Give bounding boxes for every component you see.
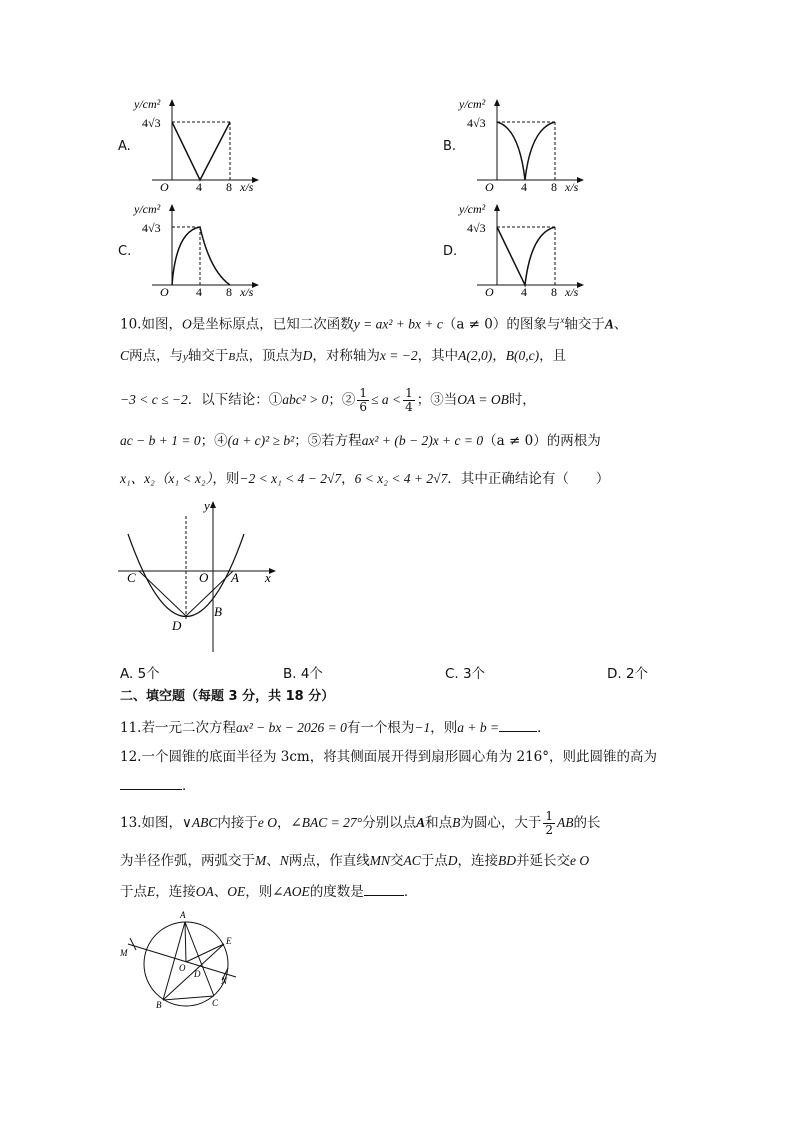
q12-text-line-2: ． — [120, 777, 196, 795]
x-axis-label: x/s — [240, 180, 254, 194]
x-axis-label: x/s — [240, 285, 254, 299]
q10-line-2: C两点，与y轴交于B点，顶点为D，对称轴为x = −2，其中A(2,0)，B(0,c)，且 — [120, 348, 567, 364]
y-axis-label: y — [204, 498, 210, 513]
point-c-label: C — [127, 570, 136, 585]
q12-answer-blank[interactable] — [120, 789, 182, 790]
q10-line-3: −3 < c ≤ −2．以下结论：①abc² > 0；② $\frac{1}{6}$ ≤ a < $\frac{1}{4}$ ；③当OA = OB时， — [120, 386, 536, 414]
q10-choice-d[interactable]: D. 2个 — [607, 666, 649, 682]
x-tick-4: 4 — [521, 180, 527, 194]
y-axis-label: y/cm² — [459, 97, 486, 111]
section-fill-in-heading: 二、填空题（每题 3 分，共 18 分） — [120, 689, 335, 704]
graph-option-b — [455, 92, 595, 194]
graph-curve — [497, 122, 555, 180]
circle-o — [144, 922, 228, 1006]
x-tick-4: 4 — [521, 285, 527, 299]
q10-line-1: 10.如图，O是坐标原点，已知二次函数y = ax² + bx + c（a ≠ 0）的图象与$^x$轴交于A、 — [120, 315, 628, 333]
point-b-label: B — [156, 1000, 162, 1010]
option-c-label: C. — [118, 244, 132, 259]
option-a-label: A. — [118, 139, 131, 154]
q11-text: 11.若一元二次方程ax² − bx − 2026 = 0有一个根为−1，则a + b = ． — [120, 720, 551, 736]
graph-curve — [497, 227, 555, 285]
x-axis-label: x/s — [565, 180, 579, 194]
x-axis-label: x — [265, 570, 271, 585]
point-d-label: D — [194, 969, 201, 979]
y-axis-label: y/cm² — [134, 202, 161, 216]
point-b-label: B — [214, 604, 222, 619]
option-d-label: D. — [443, 244, 458, 259]
q10-choice-b[interactable]: B. 4个 — [283, 666, 323, 682]
q11-answer-blank[interactable] — [499, 731, 537, 732]
q13-line-1: 13.如图，∨ABC内接于e O，∠BAC = 27°分别以点A和点B为圆心，大于 $\frac{1}{2}$ AB的长 — [120, 809, 601, 837]
origin-label: O — [485, 180, 494, 194]
x-tick-4: 4 — [196, 285, 202, 299]
point-e-label: E — [226, 936, 232, 946]
q10-choice-c[interactable]: C. 3个 — [445, 666, 486, 682]
q10-line-5: x₁、x₂（x₁ < x₂），则−2 < x₁ < 4 − 2√7，6 < x₂ < 4 + 2√7．其中正确结论有（ ） — [120, 471, 610, 487]
point-o-label: O — [179, 963, 186, 973]
q10-line-4: ac − b + 1 = 0；④(a + c)² ≥ b²；⑤若方程ax² + (b − 2)x + c = 0（a ≠ 0）的两根为 — [120, 433, 601, 449]
q10-choice-a[interactable]: A. 5个 — [120, 666, 160, 682]
x-axis-label: x/s — [565, 285, 579, 299]
option-b-label: B. — [443, 139, 457, 154]
q13-answer-blank[interactable] — [364, 895, 404, 896]
x-tick-8: 8 — [551, 285, 557, 299]
graph-option-c — [130, 197, 270, 299]
q10-parabola-figure — [118, 494, 283, 656]
x-tick-8: 8 — [226, 285, 232, 299]
origin-label: O — [485, 285, 494, 299]
graph-curve — [172, 122, 230, 180]
point-d-label: D — [172, 618, 182, 633]
graph-option-a — [130, 92, 270, 194]
origin-label: O — [160, 180, 169, 194]
graph-option-d — [455, 197, 595, 299]
x-tick-8: 8 — [551, 180, 557, 194]
origin-label: O — [160, 285, 169, 299]
x-tick-4: 4 — [196, 180, 202, 194]
q13-circle-figure — [118, 904, 248, 1010]
point-m-label: M — [120, 948, 128, 958]
origin-label: O — [199, 570, 209, 585]
y-axis-label: y/cm² — [459, 202, 486, 216]
q12-text: 12.一个圆锥的底面半径为 3cm，将其侧面展开得到扇形圆心角为 216°，则此圆锥的高为 — [120, 749, 658, 765]
y-tick-label: 4√3 — [142, 221, 161, 235]
point-n-label: N — [221, 976, 228, 986]
x-tick-8: 8 — [226, 180, 232, 194]
y-axis-label: y/cm² — [134, 97, 161, 111]
y-tick-label: 4√3 — [142, 116, 161, 130]
q13-line-2: 为半径作弧，两弧交于M、N两点，作直线MN交AC于点D，连接BD并延长交e O — [120, 853, 590, 869]
point-c-label: C — [212, 998, 219, 1008]
y-tick-label: 4√3 — [467, 116, 486, 130]
point-a-label: A — [231, 570, 239, 585]
q13-line-3: 于点E，连接OA、OE，则∠AOE的度数是 ． — [120, 884, 418, 900]
graph-curve — [172, 227, 230, 285]
y-tick-label: 4√3 — [467, 221, 486, 235]
point-a-label: A — [180, 910, 186, 920]
